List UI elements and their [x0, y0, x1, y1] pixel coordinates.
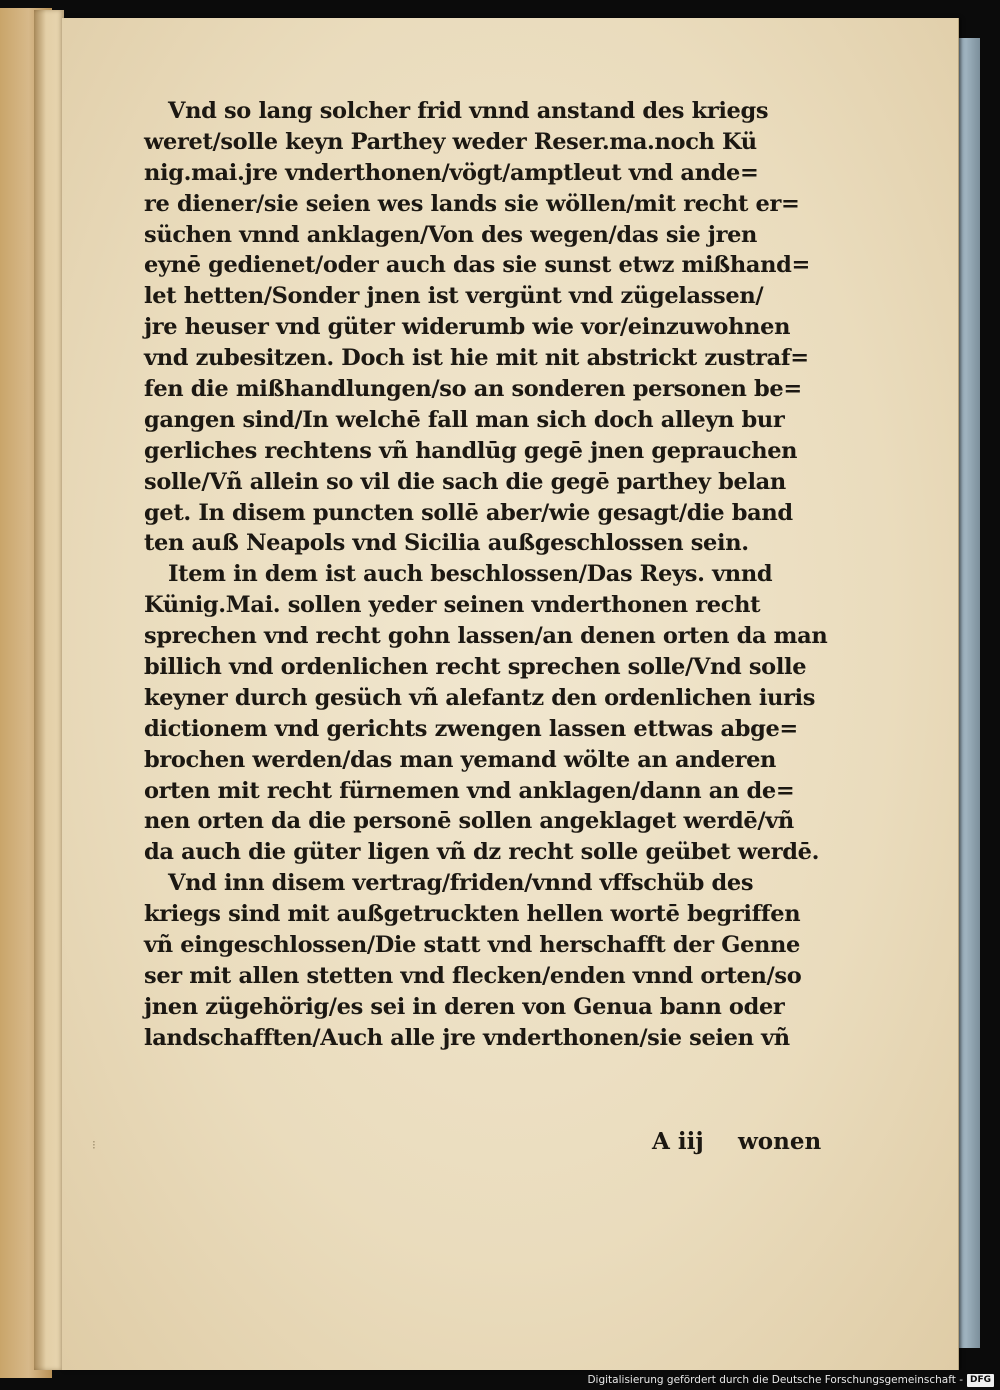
- text-line: solle/Vñ allein so vil die sach die gegē parthey belan: [144, 468, 786, 495]
- text-line: brochen werden/das man yemand wölte an anderen: [144, 746, 777, 773]
- text-line: let hetten/Sonder jnen ist vergünt vnd zügelassen/: [144, 283, 764, 310]
- text-line: Vnd inn disem vertrag/friden/vnnd vffschüb des: [168, 870, 754, 897]
- text-line: re diener/sie seien wes lands sie wöllen/mit recht er=: [144, 190, 800, 217]
- text-line: landschafften/Auch alle jre vnderthonen/sie seien vñ: [144, 1024, 790, 1051]
- text-line: get. In disem puncten sollē aber/wie gesagt/die band: [144, 499, 793, 526]
- margin-mark: ⁝: [92, 1138, 96, 1152]
- catchword: wonen: [738, 1128, 822, 1155]
- text-line: nen orten da die personē sollen angeklaget werdē/vñ: [144, 808, 794, 835]
- text-line: Vnd so lang solcher frid vnnd anstand des kriegs: [168, 98, 769, 124]
- text-line: gangen sind/In welchē fall man sich doch alleyn bur: [144, 406, 785, 433]
- text-line: orten mit recht fürnemen vnd anklagen/dann an de=: [144, 777, 795, 804]
- text-line: vñ eingeschlossen/Die statt vnd herschafft der Genne: [144, 932, 801, 959]
- text-line: dictionem vnd gerichts zwengen lassen ettwas abge=: [144, 715, 798, 742]
- text-line: weret/solle keyn Parthey weder Reser.ma.noch Kü: [144, 128, 757, 155]
- text-line: jre heuser vnd güter widerumb wie vor/einzuwohnen: [144, 314, 791, 341]
- page-text: [144, 96, 862, 1054]
- text-line: eynē gedienet/oder auch das sie sunst etwz mißhand=: [144, 252, 811, 279]
- text-line: fen die mißhandlungen/so an sonderen personen be=: [144, 376, 802, 403]
- text-line: da auch die güter ligen vñ dz recht solle geübet werdē.: [144, 839, 820, 866]
- text-line: Künig.Mai. sollen yeder seinen vnderthonen recht: [144, 592, 761, 619]
- signature-mark: A iij: [652, 1128, 704, 1155]
- text-line: kriegs sind mit außgetruckten hellen wortē begriffen: [144, 901, 801, 928]
- text-line: sprechen vnd recht gohn lassen/an denen orten da man: [144, 623, 828, 650]
- text-line: keyner durch gesüch vñ alefantz den ordenlichen iuris: [144, 684, 816, 711]
- text-line: Item in dem ist auch beschlossen/Das Reys. vnnd: [168, 561, 773, 588]
- text-line: ten auß Neapols vnd Sicilia außgeschlossen sein.: [144, 530, 749, 557]
- document-page: [62, 18, 959, 1370]
- text-line: billich vnd ordenlichen recht sprechen solle/Vnd solle: [144, 654, 807, 681]
- text-line: vnd zubesitzen. Doch ist hie mit nit abstrickt zustraf=: [144, 345, 809, 372]
- text-line: ser mit allen stetten vnd flecken/enden vnnd orten/so: [144, 962, 802, 989]
- dfg-logo: DFG: [967, 1374, 994, 1387]
- text-line: gerliches rechtens vñ handlūg gegē jnen geprauchen: [144, 437, 798, 464]
- adjacent-page-edge: [34, 10, 64, 1370]
- credit-bar: [587, 1370, 1000, 1390]
- text-line: jnen zügehörig/es sei in deren von Genua bann oder: [144, 993, 785, 1020]
- credit-text: Digitalisierung gefördert durch die Deutsche Forschungsgemeinschaft -: [587, 1374, 963, 1386]
- text-line: nig.mai.jre vnderthonen/vögt/amptleut vnd ande=: [144, 159, 759, 186]
- text-line: süchen vnnd anklagen/Von des wegen/das sie jren: [144, 221, 758, 248]
